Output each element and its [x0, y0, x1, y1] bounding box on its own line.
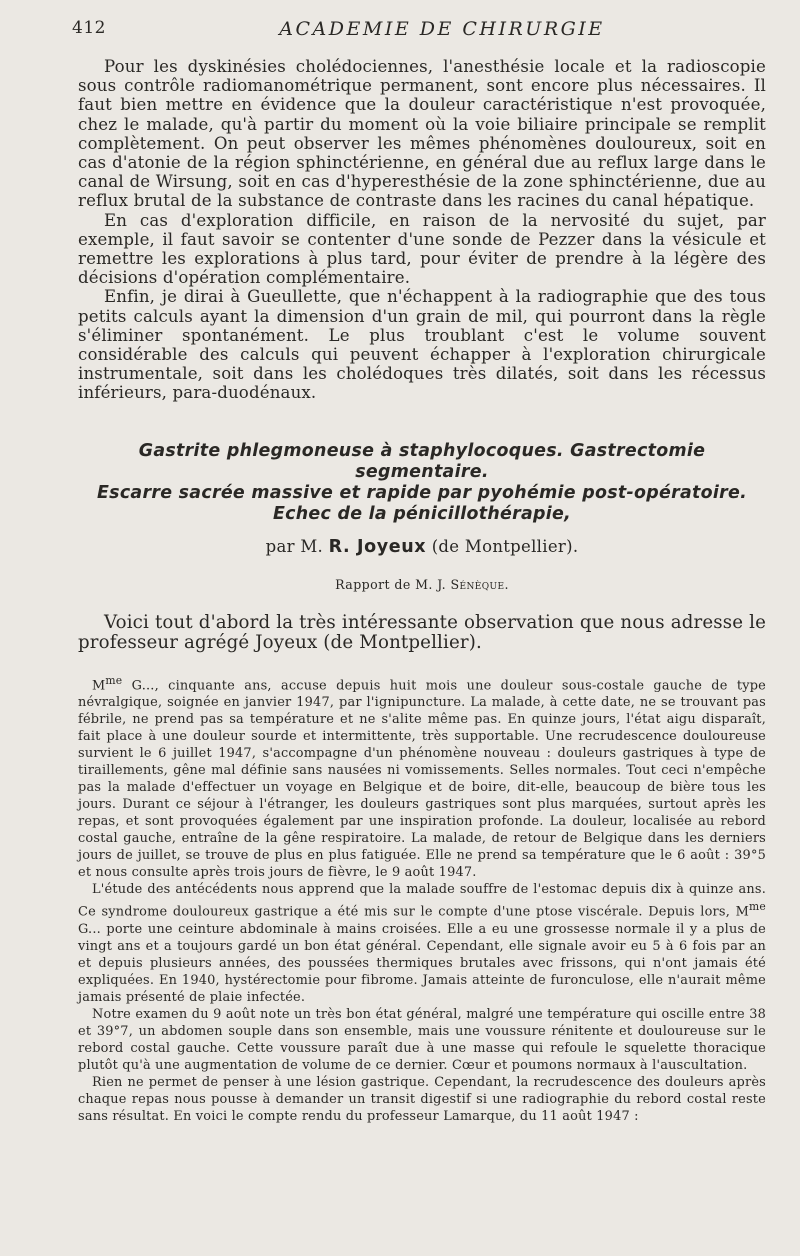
author-name: R. Joyeux: [328, 536, 427, 557]
observation-text: G... porte une ceinture abdominale à mains croisées. Elle a eu une grossesse normale il y a plus de vingt ans et a toujours gardé un bon état général. Cependant, elle signale avoir eu 5 à 6 fois par an et depuis plusieurs années, des poussées thermiques brutales avec frissons, qui n'ont jamais été expliquées. En 1940, hystérectomie pour fibrome. Jamais atteinte de furonculose, elle n'aurait même jamais présenté de plaie infectée.: [78, 921, 766, 1005]
title-abbrev: M: [92, 678, 106, 694]
author-affiliation: (de Montpellier).: [431, 536, 579, 556]
observation-paragraph: [78, 672, 766, 881]
article-title: [78, 441, 766, 525]
page-body: [78, 57, 766, 1125]
intro-paragraph: Voici tout d'abord la très intéressante observation que nous adresse le professeur agrégé Joyeux (de Montpellier).: [78, 611, 766, 654]
paragraph-exploration: En cas d'exploration difficile, en raison de la nervosité du sujet, par exemple, il faut savoir se contenter d'une sonde de Pezzer dans la vésicule et remettre les explorations à plus tard, pour éviter de prendre à la légère des décisions d'opération complémentaire.: [78, 210, 766, 288]
observation-text: G..., cinquante ans, accuse depuis huit mois une douleur sous-costale gauche de type névralgique, soignée en janvier 1947, par l'ignipuncture. La malade, à cette date, ne se trouvant pas fébrile, ne prend pas sa température et ne s'alite même pas. En quinze jours, l'état aigu disparaît, fait place à une douleur sourde et intermittente, très supportable. Une recrudescence douloureuse survient le 6 juillet 1947, s'accompagne d'un phénomène nouveau : douleurs gastriques à type de tiraillements, gêne mal définie sans nausées ni vomissements. Selles normales. Tout ceci n'empêche pas la malade d'effectuer un voyage en Belgique et de boire, dit-elle, beaucoup de bière tous les jours. Durant ce séjour à l'étranger, les douleurs gastriques sont plus marquées, surtout après les repas, et sont provoquées également par une inspiration profonde. La douleur, localisée au rebord costal gauche, entraîne de la gêne respiratoire. La malade, de retour de Belgique dans les derniers jours de juillet, se trouve de plus en plus fatiguée. Elle ne prend sa température que le 6 août : 39°5 et nous consulte après trois jours de fièvre, le 9 août 1947.: [78, 678, 766, 881]
running-title: ACADEMIE DE CHIRURGIE: [279, 18, 605, 40]
observation-paragraph: Rien ne permet de penser à une lésion gastrique. Cependant, la recrudescence des douleurs après chaque repas nous pousse à demander un transit digestif si une radiographie du rebord costal reste sans résultat. En voici le compte rendu du professeur Lamarque, du 11 août 1947 :: [78, 1074, 766, 1124]
report-suffix: .: [504, 576, 509, 592]
observation-paragraph: Notre examen du 9 août note un très bon état général, malgré une température qui oscille entre 38 et 39°7, un abdomen souple dans son ensemble, mais une voussure rénitente et douloureuse sur le rebord costal gauche. Cette voussure paraît due à une masse qui refoule le squelette thoracique plutôt qu'à une augmentation de volume de ce dernier. Cœur et poumons normaux à l'auscultation.: [78, 1006, 766, 1073]
report-prefix: Rapport de M. J.: [335, 576, 447, 592]
article-title-line: Echec de la pénicillothérapie,: [272, 503, 572, 524]
observation-paragraph: [78, 881, 766, 1005]
byline-prefix: par M.: [265, 536, 324, 556]
observation-text: L'étude des antécédents nous apprend que la malade souffre de l'estomac depuis dix à quinze ans. Ce syndrome douloureux gastrique a été mis sur le compte d'une ptose viscérale. Depuis lors, M: [78, 882, 766, 920]
reporter-name: Sénèque: [450, 576, 505, 592]
article-title-line: Gastrite phlegmoneuse à staphylocoques. Gastrectomie segmentaire.: [138, 440, 706, 482]
paragraph-dyskinesies: Pour les dyskinésies cholédociennes, l'anesthésie locale et la radioscopie sous contrôle radiomanométrique permanent, sont encore plus nécessaires. Il faut bien mettre en évidence que la douleur caractéristique n'est provoquée, chez le malade, qu'à partir du moment où la voie biliaire principale se remplit complètement. On peut observer les mêmes phénomènes douloureux, soit en cas d'atonie de la région sphinctérienne, en général due au reflux large dans le canal de Wirsung, soit en cas d'hyperesthésie de la zone sphinctérienne, due au reflux brutal de la substance de contraste dans les racines du canal hépatique.: [78, 57, 766, 211]
page-header: [72, 18, 772, 46]
observation: [78, 672, 766, 1125]
title-abbrev-sup: me: [749, 900, 766, 914]
page-number: 412: [72, 18, 106, 38]
byline: [78, 537, 766, 557]
article-title-line: Escarre sacrée massive et rapide par pyohémie post-opératoire.: [96, 482, 747, 503]
title-abbrev-sup: me: [105, 674, 123, 688]
report-line: [78, 577, 766, 592]
paragraph-gueullette: Enfin, je dirai à Gueullette, que n'échappent à la radiographie que des tous petits calculs ayant la dimension d'un grain de mil, qui pourront dans la règle s'éliminer spontanément. Le plus troublant c'est le volume souvent considérable des calculs qui peuvent échapper à l'exploration chirurgicale instrumentale, soit dans les cholédoques très dilatés, soit dans les récessus inférieurs, para-duodénaux.: [78, 287, 766, 403]
